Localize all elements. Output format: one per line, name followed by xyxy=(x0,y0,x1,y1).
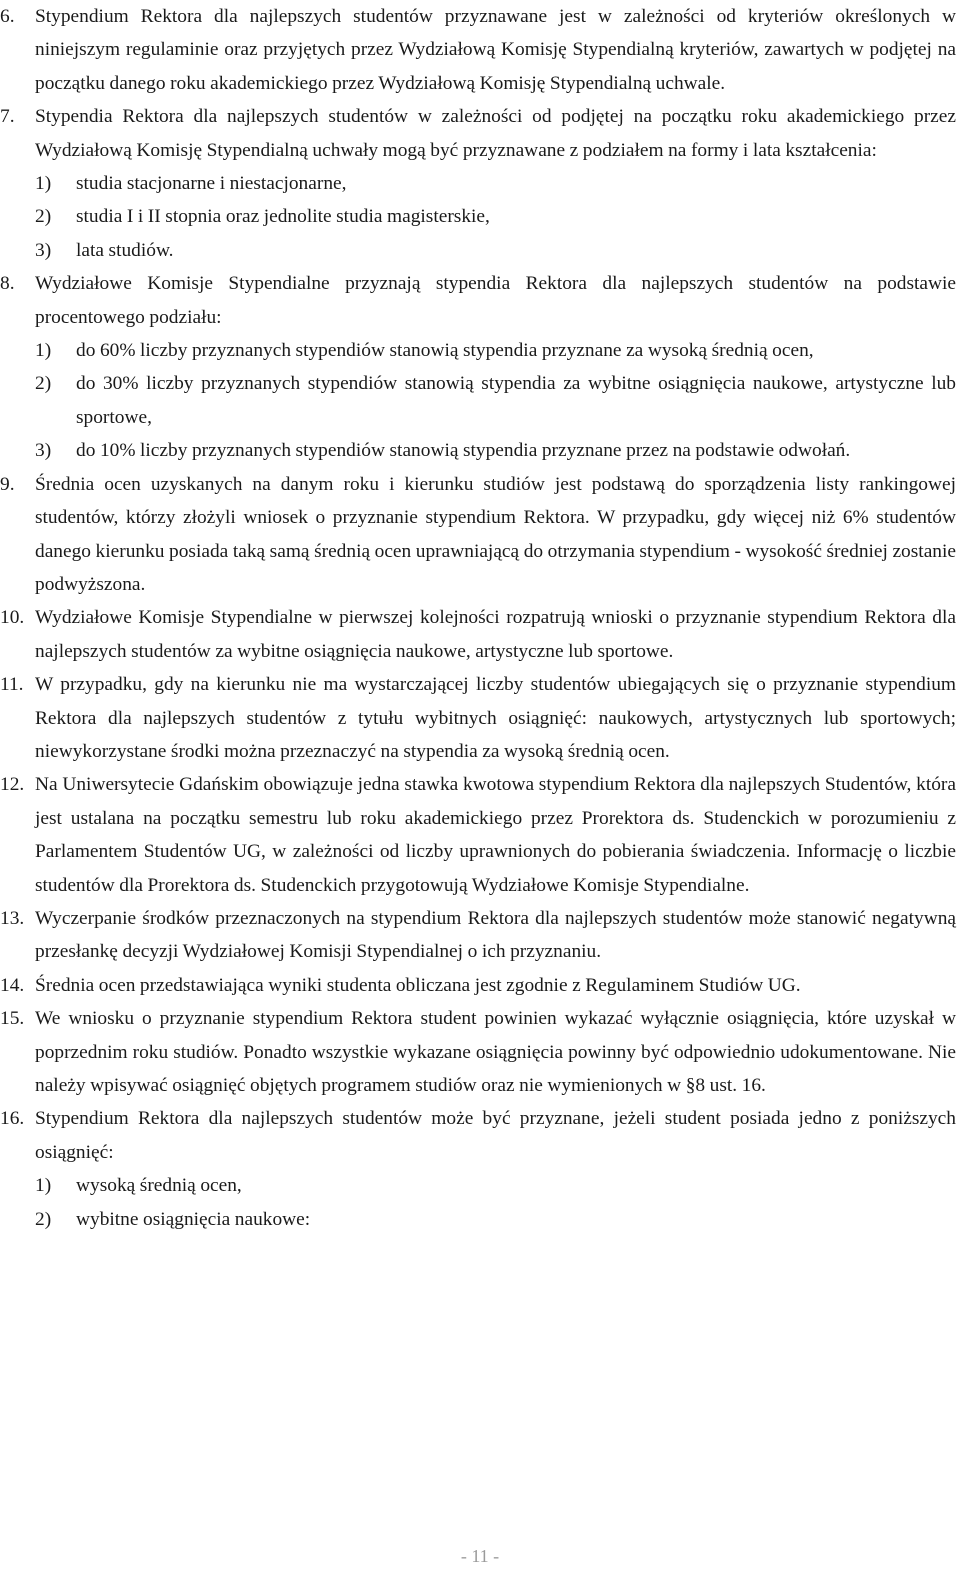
sub-item-number: 2) xyxy=(35,206,52,228)
list-item xyxy=(0,668,960,768)
sub-item xyxy=(0,167,960,200)
sub-item-number: 3) xyxy=(35,239,52,261)
item-number: 9. xyxy=(0,473,15,495)
item-text: W przypadku, gdy na kierunku nie ma wystarczającej liczby studentów ubiegających się o przyznanie stypendium Rektora dla najlepszych studentów z tytułu wybitnych osiągnięć: naukowych, artystycznych lub sportowych; niewykorzystane środki można przeznaczyć na stypendia za wysoką średnią ocen. xyxy=(35,674,956,762)
item-number: 14. xyxy=(0,974,25,996)
item-text: Na Uniwersytecie Gdańskim obowiązuje jedna stawka kwotowa stypendium Rektora dla najlepszych Studentów, która jest ustalana na początku semestru lub roku akademickiego przez Prorektora ds. Studenckich w porozumieniu z Parlamentem Studentów UG, w zależności od liczby uprawnionych do pobierania świadczenia. Informację o liczbie studentów dla Prorektora ds. Studenckich przygotowują Wydziałowe Komisje Stypendialne. xyxy=(35,774,956,896)
list-item xyxy=(0,100,960,167)
sub-item xyxy=(0,1169,960,1202)
item-number: 16. xyxy=(0,1108,25,1130)
list-item xyxy=(0,768,960,902)
sub-item-text: studia I i II stopnia oraz jednolite studia magisterskie, xyxy=(76,206,490,228)
item-text: Wydziałowe Komisje Stypendialne w pierwszej kolejności rozpatrują wnioski o przyznanie stypendium Rektora dla najlepszych studentów za wybitne osiągnięcia naukowe, artystyczne lub sportowe. xyxy=(35,607,956,662)
item-number: 6. xyxy=(0,6,15,27)
sub-item xyxy=(0,367,960,434)
item-number: 10. xyxy=(0,607,25,629)
item-text: Stypendium Rektora dla najlepszych studentów może być przyznane, jeżeli student posiada jedno z poniższych osiągnięć: xyxy=(35,1108,956,1163)
sub-item-text: do 10% liczby przyznanych stypendiów stanowią stypendia przyznane przez na podstawie odwołań. xyxy=(76,440,851,462)
item-number: 12. xyxy=(0,774,25,796)
item-text: Średnia ocen uzyskanych na danym roku i kierunku studiów jest podstawą do sporządzenia listy rankingowej studentów, którzy złożyli wniosek o przyznanie stypendium Rektora. W przypadku, gdy więcej niż 6% studentów danego kierunku posiada taką samą średnią ocen uprawniającą do otrzymania stypendium - wysokość średniej zostanie podwyższona. xyxy=(35,473,956,595)
list-item xyxy=(0,902,960,969)
sub-item xyxy=(0,200,960,233)
sub-item-text: lata studiów. xyxy=(76,239,174,261)
item-text: Stypendia Rektora dla najlepszych studentów w zależności od podjętej na początku roku akademickiego przez Wydziałową Komisję Stypendialną uchwały mogą być przyznawane z podziałem na formy i lata kształcenia: xyxy=(35,106,956,161)
sub-item-text: wysoką średnią ocen, xyxy=(76,1175,242,1197)
sub-item xyxy=(0,334,960,367)
list-item xyxy=(0,601,960,668)
sub-item-text: studia stacjonarne i niestacjonarne, xyxy=(76,173,347,195)
sub-item xyxy=(0,1203,960,1236)
sub-item-number: 2) xyxy=(35,1208,52,1230)
sub-item-number: 1) xyxy=(35,340,52,362)
item-text: Wydziałowe Komisje Stypendialne przyznają stypendia Rektora dla najlepszych studentów na podstawie procentowego podziału: xyxy=(35,273,956,328)
item-number: 7. xyxy=(0,106,15,128)
item-text: Średnia ocen przedstawiająca wyniki studenta obliczana jest zgodnie z Regulaminem Studiów UG. xyxy=(35,974,801,996)
list-item xyxy=(0,1102,960,1169)
list-item xyxy=(0,468,960,602)
item-text: We wniosku o przyznanie stypendium Rektora student powinien wykazać wyłącznie osiągnięcia, które uzyskał w poprzednim roku studiów. Ponadto wszystkie wykazane osiągnięcia powinny być odpowiednio udokumentowane. Nie należy wpisywać osiągnięć objętych programem studiów oraz nie wymienionych w §8 ust. 16. xyxy=(35,1008,956,1096)
page-number: - 11 - xyxy=(460,1546,500,1566)
sub-item-text: do 30% liczby przyznanych stypendiów stanowią stypendia za wybitne osiągnięcia naukowe, artystyczne lub sportowe, xyxy=(76,373,956,428)
list-item xyxy=(0,1002,960,1102)
sub-item-text: wybitne osiągnięcia naukowe: xyxy=(76,1208,311,1230)
list-item xyxy=(0,267,960,334)
item-number: 15. xyxy=(0,1008,25,1030)
item-text: Wyczerpanie środków przeznaczonych na stypendium Rektora dla najlepszych studentów może stanowić negatywną przesłankę decyzji Wydziałowej Komisji Stypendialnej o ich przyznaniu. xyxy=(35,907,956,963)
list-item xyxy=(0,0,960,100)
item-number: 13. xyxy=(0,907,25,929)
item-number: 8. xyxy=(0,273,15,295)
sub-item-number: 3) xyxy=(35,440,52,462)
sub-item xyxy=(0,234,960,267)
sub-item xyxy=(0,434,960,467)
list-item xyxy=(0,969,960,1002)
item-text: Stypendium Rektora dla najlepszych studentów przyznawane jest w zależności od kryteriów określonych w niniejszym regulaminie oraz przyjętych przez Wydziałową Komisję Stypendialną kryteriów, zawartych w podjętej na początku danego roku akademickiego przez Wydziałową Komisję Stypendialną uchwale. xyxy=(35,6,956,94)
sub-item-number: 1) xyxy=(35,173,52,195)
sub-item-text: do 60% liczby przyznanych stypendiów stanowią stypendia przyznane za wysoką średnią ocen, xyxy=(76,340,814,362)
sub-item-number: 1) xyxy=(35,1175,52,1197)
sub-item-number: 2) xyxy=(35,373,52,395)
item-number: 11. xyxy=(0,674,24,696)
